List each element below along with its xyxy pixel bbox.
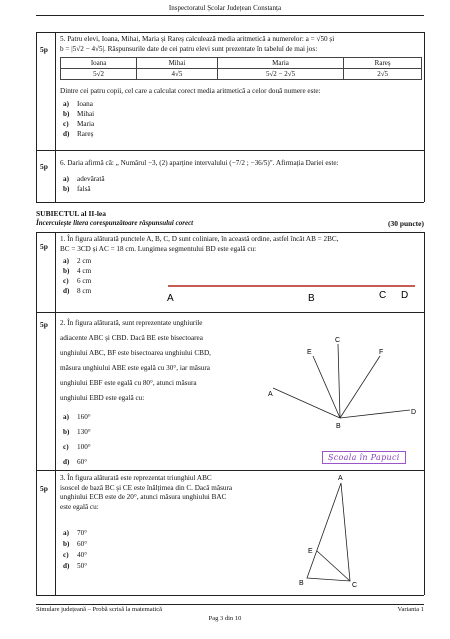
point-e-label: E	[308, 548, 313, 555]
q5-text-line1: 5. Patru elevi, Ioana, Mihai, Maria și Rareș calculează media aritmetică a numerelor: a = √50 și	[60, 35, 335, 43]
q6-text: 6. Daria afirmă că: „ Numărul −3, (2) aparține intervalului (−7/2 ; −36/5)". Afirmația Dariei este:	[60, 159, 339, 167]
row-separator	[36, 150, 424, 151]
option-letter: b)	[63, 428, 70, 436]
option-text: Mihai	[77, 110, 95, 118]
ii2-text-line: unghiului EBD este egală cu:	[60, 394, 145, 402]
option-letter: c)	[63, 120, 69, 128]
ray-bc	[338, 344, 340, 418]
table-cell: 5√2	[61, 69, 137, 80]
option-text: 60°	[77, 458, 88, 466]
option-text: 60°	[77, 540, 88, 548]
ii2-points: 5p	[40, 320, 48, 329]
option-c[interactable]	[63, 550, 87, 561]
option-letter: d)	[63, 458, 70, 466]
point-e-label: E	[307, 349, 312, 356]
q5-answers-table	[60, 57, 422, 80]
part2-instruction: Încercuiește litera corespunzătoare răspunsului corect	[36, 219, 194, 227]
frame-right	[424, 32, 425, 202]
point-c-label: C	[335, 337, 341, 344]
ii1-options	[63, 256, 91, 296]
option-letter: b)	[63, 110, 70, 118]
altitude-ce	[317, 551, 350, 581]
isosceles-triangle-figure	[290, 473, 370, 591]
option-d[interactable]	[63, 561, 87, 572]
option-letter: a)	[63, 413, 69, 421]
option-text: Rareș	[77, 130, 94, 138]
option-b[interactable]	[63, 425, 91, 440]
part2-title: SUBIECTUL al II-lea	[36, 209, 107, 218]
ray-bd	[340, 410, 410, 418]
ii3-text-line: este egală cu:	[60, 502, 99, 511]
option-text: 50°	[77, 562, 88, 570]
triangle-abc	[307, 483, 350, 581]
option-text: 130°	[77, 428, 91, 436]
option-b[interactable]	[63, 539, 87, 550]
ii2-text-line: adiacente ABC și CBD. Dacă BE este bisectoarea	[60, 334, 203, 342]
option-b[interactable]	[63, 266, 91, 276]
option-letter: b)	[63, 185, 70, 193]
ii2-text-line: unghiului ABC, BF este bisectoarea unghiului CBD,	[60, 349, 211, 357]
point-d-label: D	[411, 409, 417, 416]
option-a[interactable]	[63, 174, 105, 184]
q5-question: Dintre cei patru copii, cel care a calculat corect media aritmetică a celor două numere este:	[60, 87, 321, 95]
option-text: 100°	[77, 443, 91, 451]
point-d-label: D	[401, 290, 409, 301]
frame-left	[36, 32, 37, 202]
ii3-points: 5p	[40, 484, 48, 493]
ii3-text-line: 3. În figura alăturată este reprezentat triunghiul ABC	[60, 474, 212, 482]
ii1-points: 5p	[40, 242, 48, 251]
header-rule	[36, 15, 424, 16]
option-a[interactable]	[63, 99, 94, 109]
option-letter: d)	[63, 130, 70, 138]
option-c[interactable]	[63, 119, 94, 129]
row-separator	[36, 470, 424, 471]
point-a-label: A	[268, 391, 273, 398]
table-header-cell: Maria	[217, 58, 344, 69]
option-c[interactable]	[63, 440, 91, 455]
option-text: Maria	[77, 120, 95, 128]
q5-points: 5p	[40, 45, 48, 54]
option-letter: a)	[63, 100, 69, 108]
q5-options	[63, 99, 94, 139]
option-text: 8 cm	[77, 287, 92, 295]
point-a-label: A	[167, 293, 174, 304]
option-text: 40°	[77, 551, 88, 559]
page-header: Inspectoratul Școlar Județean Constanța	[168, 4, 282, 12]
q6-options	[63, 174, 105, 194]
ray-be	[313, 356, 340, 418]
option-a[interactable]	[63, 410, 91, 425]
collinear-points-figure	[160, 276, 422, 306]
watermark-stamp: Școala în Papuci	[322, 451, 406, 464]
option-d[interactable]	[63, 455, 91, 470]
point-b-label: B	[308, 293, 315, 304]
ii3-text-line: unghiului ECB este de 20°, atunci măsura unghiului BAC	[60, 493, 227, 501]
ii3-text-line: isoscel de bază BC și CE este înălțimea din C. Dacă măsura	[60, 483, 233, 492]
option-letter: d)	[63, 287, 70, 295]
option-text: 160°	[77, 413, 91, 421]
ii2-text-line: măsura unghiului ABE este egală cu 30°, iar măsura	[60, 364, 210, 372]
table-header-cell: Mihai	[137, 58, 218, 69]
point-f-label: F	[379, 349, 384, 356]
option-text: Ioana	[77, 100, 93, 108]
point-b-label: B	[299, 580, 304, 587]
ii3-text	[60, 474, 310, 512]
option-text: falsă	[77, 185, 91, 193]
option-letter: b)	[63, 267, 70, 275]
ii2-options	[63, 410, 91, 470]
adjacent-angles-figure	[265, 330, 420, 435]
option-text: 4 cm	[77, 267, 92, 275]
option-b[interactable]	[63, 184, 105, 194]
frame2-bottom	[36, 595, 424, 596]
option-letter: a)	[63, 257, 69, 265]
point-a-label: A	[338, 475, 343, 482]
table-header-cell: Ioana	[61, 58, 137, 69]
ii1-text-line1: 1. În figura alăturată punctele A, B, C, D sunt coliniare, în această ordine, astfel încât AB = 2BC,	[60, 235, 339, 243]
q5-text-line2: b = |5√2 − 4√5|. Răspunsurile date de cei patru elevi sunt prezentate în tabelul de mai jos:	[60, 45, 318, 53]
q6-points: 5p	[40, 162, 48, 171]
option-letter: c)	[63, 443, 69, 451]
frame2-right	[424, 232, 425, 595]
ii2-text-line: unghiului EBF este egală cu 80°, atunci măsura	[60, 379, 197, 387]
footer-rule	[36, 604, 424, 605]
point-c-label: C	[379, 290, 387, 301]
ii3-options	[63, 528, 87, 572]
ii2-text	[60, 316, 260, 406]
ray-ba	[273, 388, 340, 418]
option-d[interactable]	[63, 129, 94, 139]
ii1-text-line2: BC = 3CD și AC = 18 cm. Lungimea segmentului BD este egală cu:	[60, 245, 257, 253]
option-text: 2 cm	[77, 257, 92, 265]
option-a[interactable]	[63, 528, 87, 539]
frame-top	[36, 32, 424, 33]
option-text: adevărată	[77, 175, 105, 183]
option-text: 70°	[77, 529, 88, 537]
footer-right: Varianta 1	[397, 606, 424, 613]
option-b[interactable]	[63, 109, 94, 119]
option-c[interactable]	[63, 276, 91, 286]
option-letter: a)	[63, 529, 69, 537]
option-a[interactable]	[63, 256, 91, 266]
option-letter: c)	[63, 277, 69, 285]
part2-total-points: (30 puncte)	[387, 219, 424, 228]
frame-bottom	[36, 202, 424, 203]
frame2-divider	[55, 232, 56, 595]
frame2-top	[36, 232, 424, 233]
option-letter: d)	[63, 562, 70, 570]
table-cell: 5√2 − 2√5	[217, 69, 344, 80]
table-cell: 2√5	[344, 69, 422, 80]
table-cell: 4√5	[137, 69, 218, 80]
footer-left: Simulare județeană – Probă scrisă la matematică	[36, 606, 162, 613]
point-b-label: B	[336, 423, 341, 430]
frame-divider	[55, 32, 56, 202]
option-letter: b)	[63, 540, 70, 548]
ii2-text-line: 2. În figura alăturată, sunt reprezentate unghiurile	[60, 319, 203, 327]
option-letter: a)	[63, 175, 69, 183]
row-separator	[36, 312, 424, 313]
ray-bf	[340, 356, 380, 418]
frame2-left	[36, 232, 37, 595]
option-letter: c)	[63, 551, 69, 559]
option-d[interactable]	[63, 286, 91, 296]
page-number: Pag 3 din 10	[208, 615, 242, 622]
table-row	[61, 69, 422, 80]
point-c-label: C	[352, 582, 358, 589]
table-header-row	[61, 58, 422, 69]
table-header-cell: Rareș	[344, 58, 422, 69]
option-text: 6 cm	[77, 277, 92, 285]
